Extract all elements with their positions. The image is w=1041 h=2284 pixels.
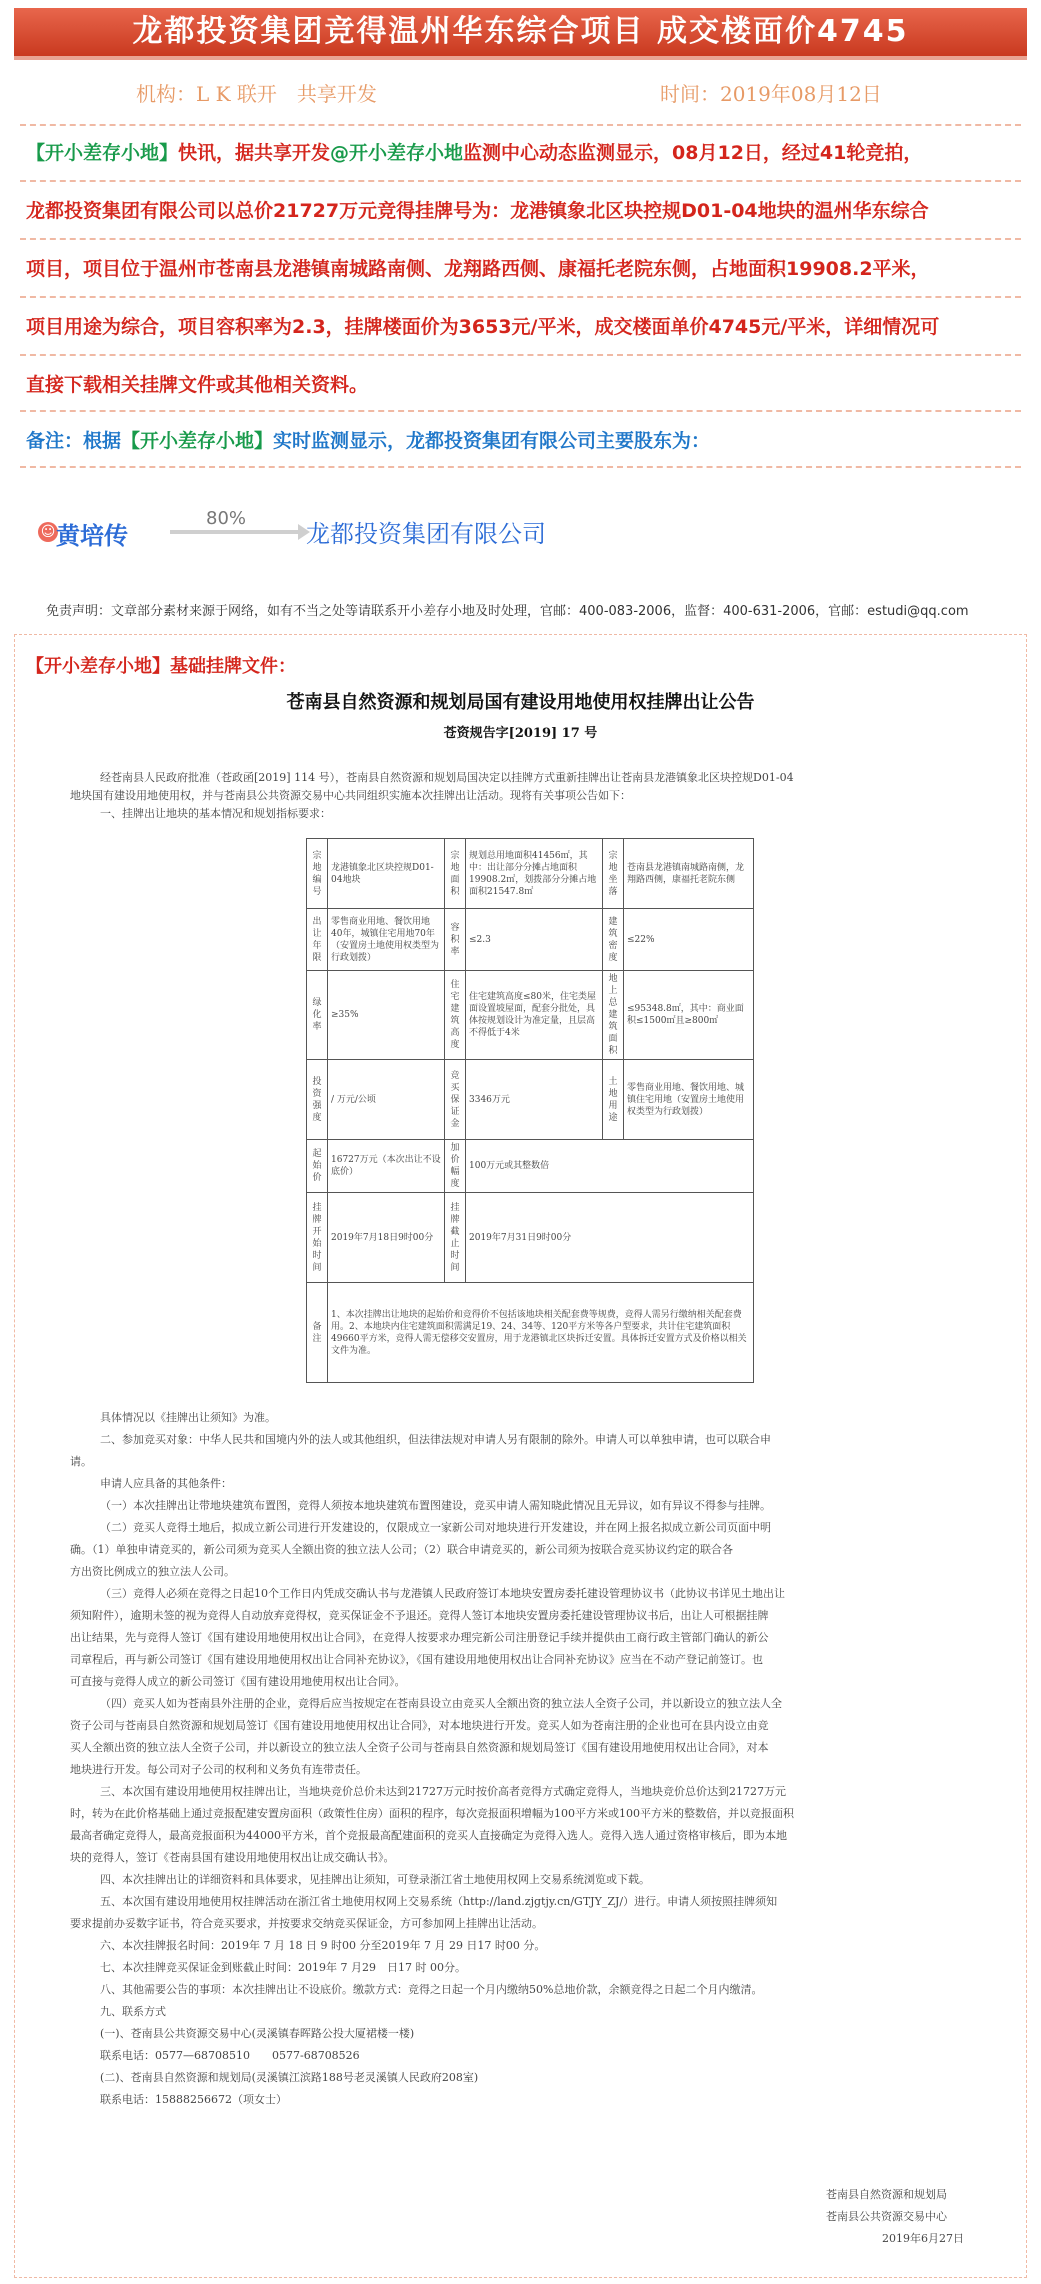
text-span: 实时监测显示，龙都投资集团有限公司主要股东为： (273, 430, 711, 452)
doc-section-1: 一、挂牌出让地块的基本情况和规划指标要求： (100, 807, 331, 820)
shareholder-company[interactable]: 龙都投资集团有限公司 (306, 520, 546, 548)
text-span: 快讯，据共享开发 (178, 142, 331, 164)
doc-line: 地块进行开发。每公司对子公司的权利和义务负有连带责任。 (70, 1763, 367, 1776)
note-line (26, 428, 1021, 454)
table-cell: 住宅建筑高度 (445, 971, 466, 1060)
article-line-4: 项目用途为综合，项目容积率为2.3，挂牌楼面价为3653元/平米，成交楼面单价4745元/平米，详细情况可 (26, 316, 940, 338)
doc-line: 六、本次挂牌报名时间：2019年 7 月 18 日 9 时00 分至2019年 7 月 29 日17 时00 分。 (100, 1939, 546, 1952)
table-row (307, 1060, 754, 1140)
table-row (307, 1140, 754, 1193)
doc-intro-1: 经苍南县人民政府批准（苍政函[2019] 114 号），苍南县自然资源和规划局国决定以挂牌方式重新挂牌出让苍南县龙港镇象北区块控规D01-04 (100, 771, 794, 784)
doc-line: 七、本次挂牌竞买保证金到账截止时间：2019年 7 月29 日17 时 00分。 (100, 1961, 466, 1974)
table-cell: 宗地编号 (307, 839, 328, 909)
doc-title: 苍南县自然资源和规划局国有建设用地使用权挂牌出让公告 (286, 692, 755, 713)
doc-line: 申请人应具备的其他条件： (100, 1477, 232, 1490)
doc-line: （四）竞买人如为苍南县外注册的企业，竞得后应当按规定在苍南县设立由竞买人全额出资的独立法人全资子公司，并以新设立的独立法人全 (100, 1697, 782, 1710)
divider (20, 180, 1021, 182)
table-cell: / 万元/公顷 (328, 1060, 445, 1140)
doc-line: （一）本次挂牌出让带地块建筑布置图，竞得人须按本地块建筑布置图建设，竞买申请人需知晓此情况且无异议，如有异议不得参与挂牌。 (100, 1499, 771, 1512)
table-cell: 1、本次挂牌出让地块的起始价和竞得价不包括该地块相关配套费等规费，竞得人需另行缴纳相关配套费用。2、本地块内住宅建筑面积需满足19、24、34等、120平方米等各户型要求，共计住宅建筑面积49660平方米，竞得人需无偿移交安置房，用于龙港镇北区块拆迁安置。具体拆迁安置方式及价格以相关文件为准。 (328, 1283, 754, 1383)
table-cell: 宗地面积 (445, 839, 466, 909)
signature-bureau: 苍南县自然资源和规划局 (826, 2188, 947, 2201)
divider (20, 296, 1021, 298)
table-cell: 零售商业用地、餐饮用地、城镇住宅用地（安置房土地使用权类型为行政划拨） (624, 1060, 754, 1140)
doc-line: 司章程后，再与新公司签订《国有建设用地使用权出让合同补充协议》，《国有建设用地使用权出让合同补充协议》应当在不动产登记前签订。也 (70, 1653, 763, 1666)
table-cell: 容积率 (445, 909, 466, 971)
doc-line: 四、本次挂牌出让的详细资料和具体要求，见挂牌出让须知，可登录浙江省土地使用权网上交易系统浏览或下载。 (100, 1873, 650, 1886)
doc-line: 联系电话：15888256672（项女士） (100, 2093, 287, 2106)
article-line-5: 直接下载相关挂牌文件或其他相关资料。 (26, 374, 369, 396)
doc-line: 联系电话：0577—68708510 0577-68708526 (100, 2049, 360, 2062)
doc-line: 资子公司与苍南县自然资源和规划局签订《国有建设用地使用权出让合同》，对本地块进行开发。竞买人如为苍南注册的企业也可在县内设立由竞 (70, 1719, 769, 1732)
share-percent: 80% (206, 508, 247, 529)
source-org: 机构：L K 联开 共享开发 (136, 82, 377, 106)
table-cell: 住宅建筑高度≤80米，住宅类屋面设置坡屋面，配套分批处，具体按规划设计为准定量，且层高不得低于4米 (466, 971, 603, 1060)
disclaimer: 免责声明：文章部分素材来源于网络，如有不当之处等请联系开小差存小地及时处理，官邮：400-083-2006，监督：400-631-2006，官邮：estudi@qq.com (46, 604, 969, 619)
brand-tag: 【开小差存小地】 (26, 656, 170, 677)
doc-line: 须知附件），逾期未签的视为竞得人自动放弃竞得权，竞买保证金不予退还。竞得人签订本地块安置房委托建设管理协议书后，出让人可根据挂牌 (70, 1609, 769, 1622)
table-cell: 零售商业用地、餐饮用地40年，城镇住宅用地70年（安置房土地使用权类型为行政划拨） (328, 909, 445, 971)
table-cell: 规划总用地面积41456㎡，其中：出让部分分摊占地面积19908.2㎡，划拨部分分摊占地面积21547.8㎡ (466, 839, 603, 909)
doc-line: 最高者确定竞得人，最高竞报面积为44000平方米，首个竞报最高配建面积的竞买人直接确定为竞得入选人。竞得入选人通过资格审核后，即为本地 (70, 1829, 787, 1842)
doc-line: 确。（1）单独申请竞买的，新公司须为竞买人全额出资的独立法人公司；（2）联合申请竞买的，新公司须为按联合竞买协议约定的联合各 (70, 1543, 733, 1556)
table-cell: 土地用途 (603, 1060, 624, 1140)
doc-line: (二)、苍南县自然资源和规划局(灵溪镇江滨路188号老灵溪镇人民政府208室) (100, 2071, 479, 2084)
arrow-line (170, 530, 300, 534)
table-cell: ≥35% (328, 971, 445, 1060)
table-cell: 挂牌开始时间 (307, 1193, 328, 1283)
table-cell: 苍南县龙港镇南城路南侧，龙翔路西侧，康福托老院东侧 (624, 839, 754, 909)
doc-line: 要求提前办妥数字证书，符合竞买要求，并按要求交纳竞买保证金，方可参加网上挂牌出让活动。 (70, 1917, 543, 1930)
parcel-table (306, 838, 754, 1383)
doc-line: 具体情况以《挂牌出让须知》为准。 (100, 1411, 276, 1424)
table-cell: ≤22% (624, 909, 754, 971)
table-row (307, 839, 754, 909)
doc-line: 五、本次国有建设用地使用权挂牌活动在浙江省土地使用权网上交易系统（http://land.zjgtjy.cn/GTJY_ZJ/）进行。申请人须按照挂牌须知 (100, 1895, 778, 1908)
article-line-2: 龙都投资集团有限公司以总价21727万元竞得挂牌号为：龙港镇象北区块控规D01-04地块的温州华东综合 (26, 200, 929, 222)
doc-line: 出让结果，先与竞得人签订《国有建设用地使用权出让合同》，在竞得人按要求办理完新公司注册登记手续并提供由工商行政主管部门确认的新公 (70, 1631, 769, 1644)
brand-tag: 【开小差存小地】 (26, 142, 179, 164)
divider (20, 354, 1021, 356)
table-cell: 挂牌截止时间 (445, 1193, 466, 1283)
mention-link[interactable]: @开小差存小地 (330, 142, 464, 164)
table-row (307, 1193, 754, 1283)
table-cell: 建筑密度 (603, 909, 624, 971)
doc-line: 可直接与竞得人成立的新公司签订《国有建设用地使用权出让合同》。 (70, 1675, 406, 1688)
divider (20, 466, 1021, 468)
table-cell: 投资强度 (307, 1060, 328, 1140)
doc-line: 方出资比例成立的独立法人公司。 (70, 1565, 235, 1578)
table-cell: 龙港镇象北区块控规D01-04地块 (328, 839, 445, 909)
table-cell: 3346万元 (466, 1060, 603, 1140)
doc-line: (一)、苍南县公共资源交易中心(灵溪镇春晖路公投大厦裙楼一楼) (100, 2027, 415, 2040)
doc-line: 二、参加竞买对象：中华人民共和国境内外的法人或其他组织，但法律法规对申请人另有限制的除外。申请人可以单独申请，也可以联合申 (100, 1433, 771, 1446)
headline-banner (14, 8, 1027, 60)
table-cell: 绿化率 (307, 971, 328, 1060)
table-row (307, 971, 754, 1060)
table-cell: 加价幅度 (445, 1140, 466, 1193)
doc-line: 块的竞得人，签订《苍南县国有建设用地使用权出让成交确认书》。 (70, 1851, 395, 1864)
doc-date: 2019年6月27日 (882, 2232, 964, 2245)
table-cell: 备注 (307, 1283, 328, 1383)
doc-line: 买人全额出资的独立法人全资子公司，并以新设立的独立法人全资子公司与苍南县自然资源和规划局签订《国有建设用地使用权出让合同》，对本 (70, 1741, 769, 1754)
table-cell: ≤95348.8㎡，其中：商业面积≤1500㎡且≥800㎡ (624, 971, 754, 1060)
table-cell: 2019年7月18日9时00分 (328, 1193, 445, 1283)
signature-center: 苍南县公共资源交易中心 (826, 2210, 947, 2223)
doc-line: （二）竞买人竞得土地后，拟成立新公司进行开发建设的，仅限成立一家新公司对地块进行开发建设，并在网上报名拟成立新公司页面中明 (100, 1521, 771, 1534)
table-cell: ≤2.3 (466, 909, 603, 971)
divider (20, 238, 1021, 240)
table-cell: 100万元或其整数倍 (466, 1140, 754, 1193)
doc-line: （三）竞得人必须在竞得之日起10个工作日内凭成交确认书与龙港镇人民政府签订本地块安置房委托建设管理协议书（此协议书详见土地出让 (100, 1587, 785, 1600)
doc-line: 九、联系方式 (100, 2005, 166, 2018)
person-icon: ☺ (38, 522, 58, 542)
headline: 龙都投资集团竞得温州华东综合项目 成交楼面价4745 (132, 14, 909, 49)
shareholder-name[interactable]: 黄培传 (56, 522, 128, 550)
doc-line: 时，转为在此价格基础上通过竞报配建安置房面积（政策性住房）面积的程序，每次竞报面积增幅为100平方米或100平方米的整数倍，并以竞报面积 (70, 1807, 794, 1820)
article-line-3: 项目，项目位于温州市苍南县龙港镇南城路南侧、龙翔路西侧、康福托老院东侧，占地面积19908.2平米， (26, 258, 930, 280)
table-cell: 地上总建筑面积 (603, 971, 624, 1060)
table-cell: 竞买保证金 (445, 1060, 466, 1140)
table-cell: 起始价 (307, 1140, 328, 1193)
section-heading (26, 652, 296, 678)
brand-tag: 【开小差存小地】 (121, 430, 274, 452)
table-row (307, 1283, 754, 1383)
doc-code: 苍资规告字[2019] 17 号 (443, 726, 598, 741)
table-cell: 2019年7月31日9时00分 (466, 1193, 754, 1283)
table-cell: 16727万元（本次出让不设底价） (328, 1140, 445, 1193)
doc-line: 请。 (70, 1455, 92, 1468)
text-span: 监测中心动态监测显示，08月12日，经过41轮竞拍， (463, 142, 923, 164)
table-cell: 宗地坐落 (603, 839, 624, 909)
divider (20, 124, 1021, 126)
divider (20, 410, 1021, 412)
publish-time: 时间：2019年08月12日 (660, 82, 882, 106)
table-cell: 出让年限 (307, 909, 328, 971)
text-span: 基础挂牌文件： (170, 656, 296, 677)
doc-line: 三、本次国有建设用地使用权挂牌出让，当地块竞价总价未达到21727万元时按价高者竞得方式确定竞得人，当地块竞价总价达到21727万元 (100, 1785, 786, 1798)
text-span: 备注：根据 (26, 430, 122, 452)
table-row (307, 909, 754, 971)
doc-intro-2: 地块国有建设用地使用权，并与苍南县公共资源交易中心共同组织实施本次挂牌出让活动。现将有关事项公告如下： (70, 789, 631, 802)
doc-line: 八、其他需要公告的事项：本次挂牌出让不设底价。缴款方式：竞得之日起一个月内缴纳50%总地价款，余额竞得之日起二个月内缴清。 (100, 1983, 763, 1996)
article-line-1 (26, 140, 1021, 166)
